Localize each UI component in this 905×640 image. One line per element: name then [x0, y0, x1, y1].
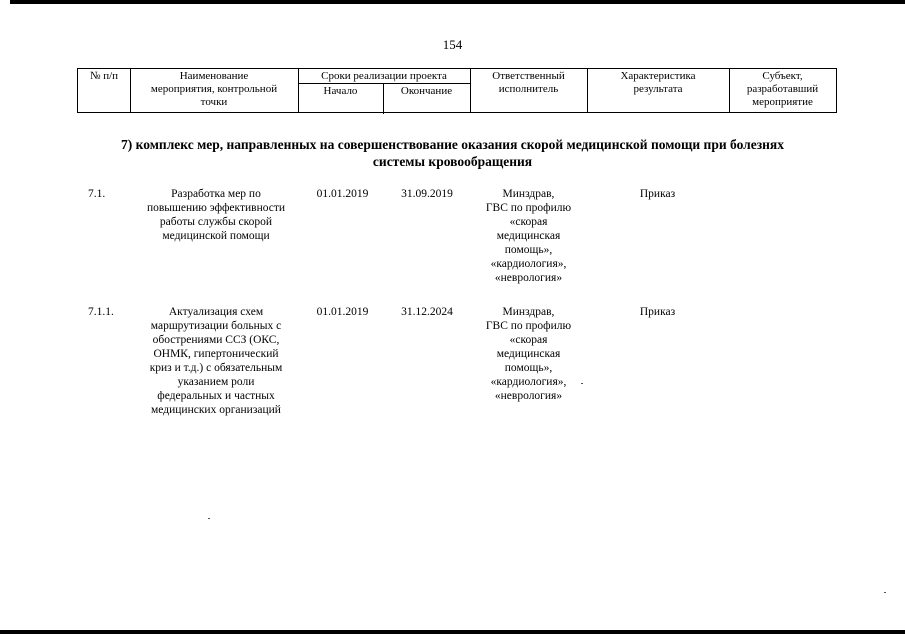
row-responsible-line: «неврология» [494, 272, 563, 284]
header-col-subject-line3: мероприятие [752, 96, 813, 108]
row-name-line: медицинской помощи [162, 230, 270, 242]
header-col-name-line3: точки [200, 96, 228, 108]
row-responsible-line: ГВС по профилю [485, 320, 572, 332]
row-responsible-line: Минздрав, [502, 306, 555, 318]
row-name-line: повышению эффективности [146, 202, 286, 214]
header-col-name-line2: мероприятия, контрольной [150, 83, 278, 95]
header-col-terms [298, 69, 470, 83]
row-responsible-line: «скорая [509, 216, 548, 228]
header-col-responsible-line2: исполнитель [498, 83, 559, 95]
header-col-result-line2: результата [633, 83, 683, 95]
header-col-name [130, 69, 298, 112]
row-responsible-line: Минздрав, [502, 188, 555, 200]
row-name-line: медицинских организаций [151, 404, 281, 416]
page-number: 154 [442, 37, 463, 52]
row-start-date: 01.01.2019 [316, 188, 369, 200]
row-responsible-line: «неврология» [494, 390, 563, 402]
header-col-end [383, 84, 470, 114]
scan-speck [581, 383, 583, 384]
row-name-line: указанием роли [177, 376, 255, 388]
header-col-end-label: Окончание [400, 85, 453, 97]
row-responsible [470, 305, 587, 403]
row-responsible-line: медицинская [496, 230, 561, 242]
row-name-line: криз и т.д.) с обязательным [149, 362, 283, 374]
row-name-line: работы службы скорой [159, 216, 273, 228]
bottom-border-bar [0, 630, 905, 634]
header-col-start [298, 84, 383, 114]
row-name-line: федеральных и частных [157, 390, 275, 402]
top-border-bar [10, 0, 905, 4]
row-responsible-line: «кардиология», [490, 258, 567, 270]
row-number: 7.1.1. [88, 306, 114, 318]
row-responsible-line: «кардиология», [490, 376, 567, 388]
row-responsible-line: помощь», [504, 244, 553, 256]
header-col-subject [729, 69, 836, 112]
row-start-date: 01.01.2019 [316, 306, 369, 318]
row-result: Приказ [639, 306, 676, 318]
scan-speck [884, 592, 886, 593]
row-responsible-line: помощь», [504, 362, 553, 374]
row-name [132, 305, 300, 417]
header-col-name-line1: Наименование [179, 70, 249, 82]
section-title [40, 136, 865, 170]
header-col-responsible-line1: Ответственный [492, 70, 565, 82]
row-responsible-line: ГВС по профилю [485, 202, 572, 214]
header-col-subject-line1: Субъект, [762, 70, 803, 82]
header-col-start-label: Начало [323, 85, 358, 97]
row-responsible [470, 187, 587, 285]
row-name-line: ОНМК, гипертонический [153, 348, 279, 360]
row-name [132, 187, 300, 243]
scan-speck [208, 518, 210, 519]
row-responsible-line: «скорая [509, 334, 548, 346]
row-responsible-line: медицинская [496, 348, 561, 360]
header-col-number [78, 69, 130, 112]
header-col-terms-label: Сроки реализации проекта [321, 70, 447, 82]
row-result: Приказ [639, 188, 676, 200]
row-name-line: Разработка мер по [171, 188, 261, 200]
row-name-line: Актуализация схем [168, 306, 264, 318]
section-title-line2: системы кровообращения [372, 154, 533, 169]
row-number: 7.1. [88, 188, 106, 200]
header-col-result-line1: Характеристика [620, 70, 696, 82]
row-end-date: 31.09.2019 [401, 188, 453, 200]
section-title-line1: 7) комплекс мер, направленных на совершенствование оказания скорой медицинской помощи при болезнях [121, 137, 784, 152]
header-col-subject-line2: разработавший [746, 83, 819, 95]
row-name-line: обострениями ССЗ (ОКС, [152, 334, 280, 346]
header-col-number-label: № п/п [89, 70, 119, 82]
row-name-line: маршрутизации больных с [150, 320, 282, 332]
row-end-date: 31.12.2024 [401, 306, 453, 318]
table-header [77, 68, 837, 113]
header-col-responsible [470, 69, 587, 112]
header-col-result [587, 69, 729, 112]
